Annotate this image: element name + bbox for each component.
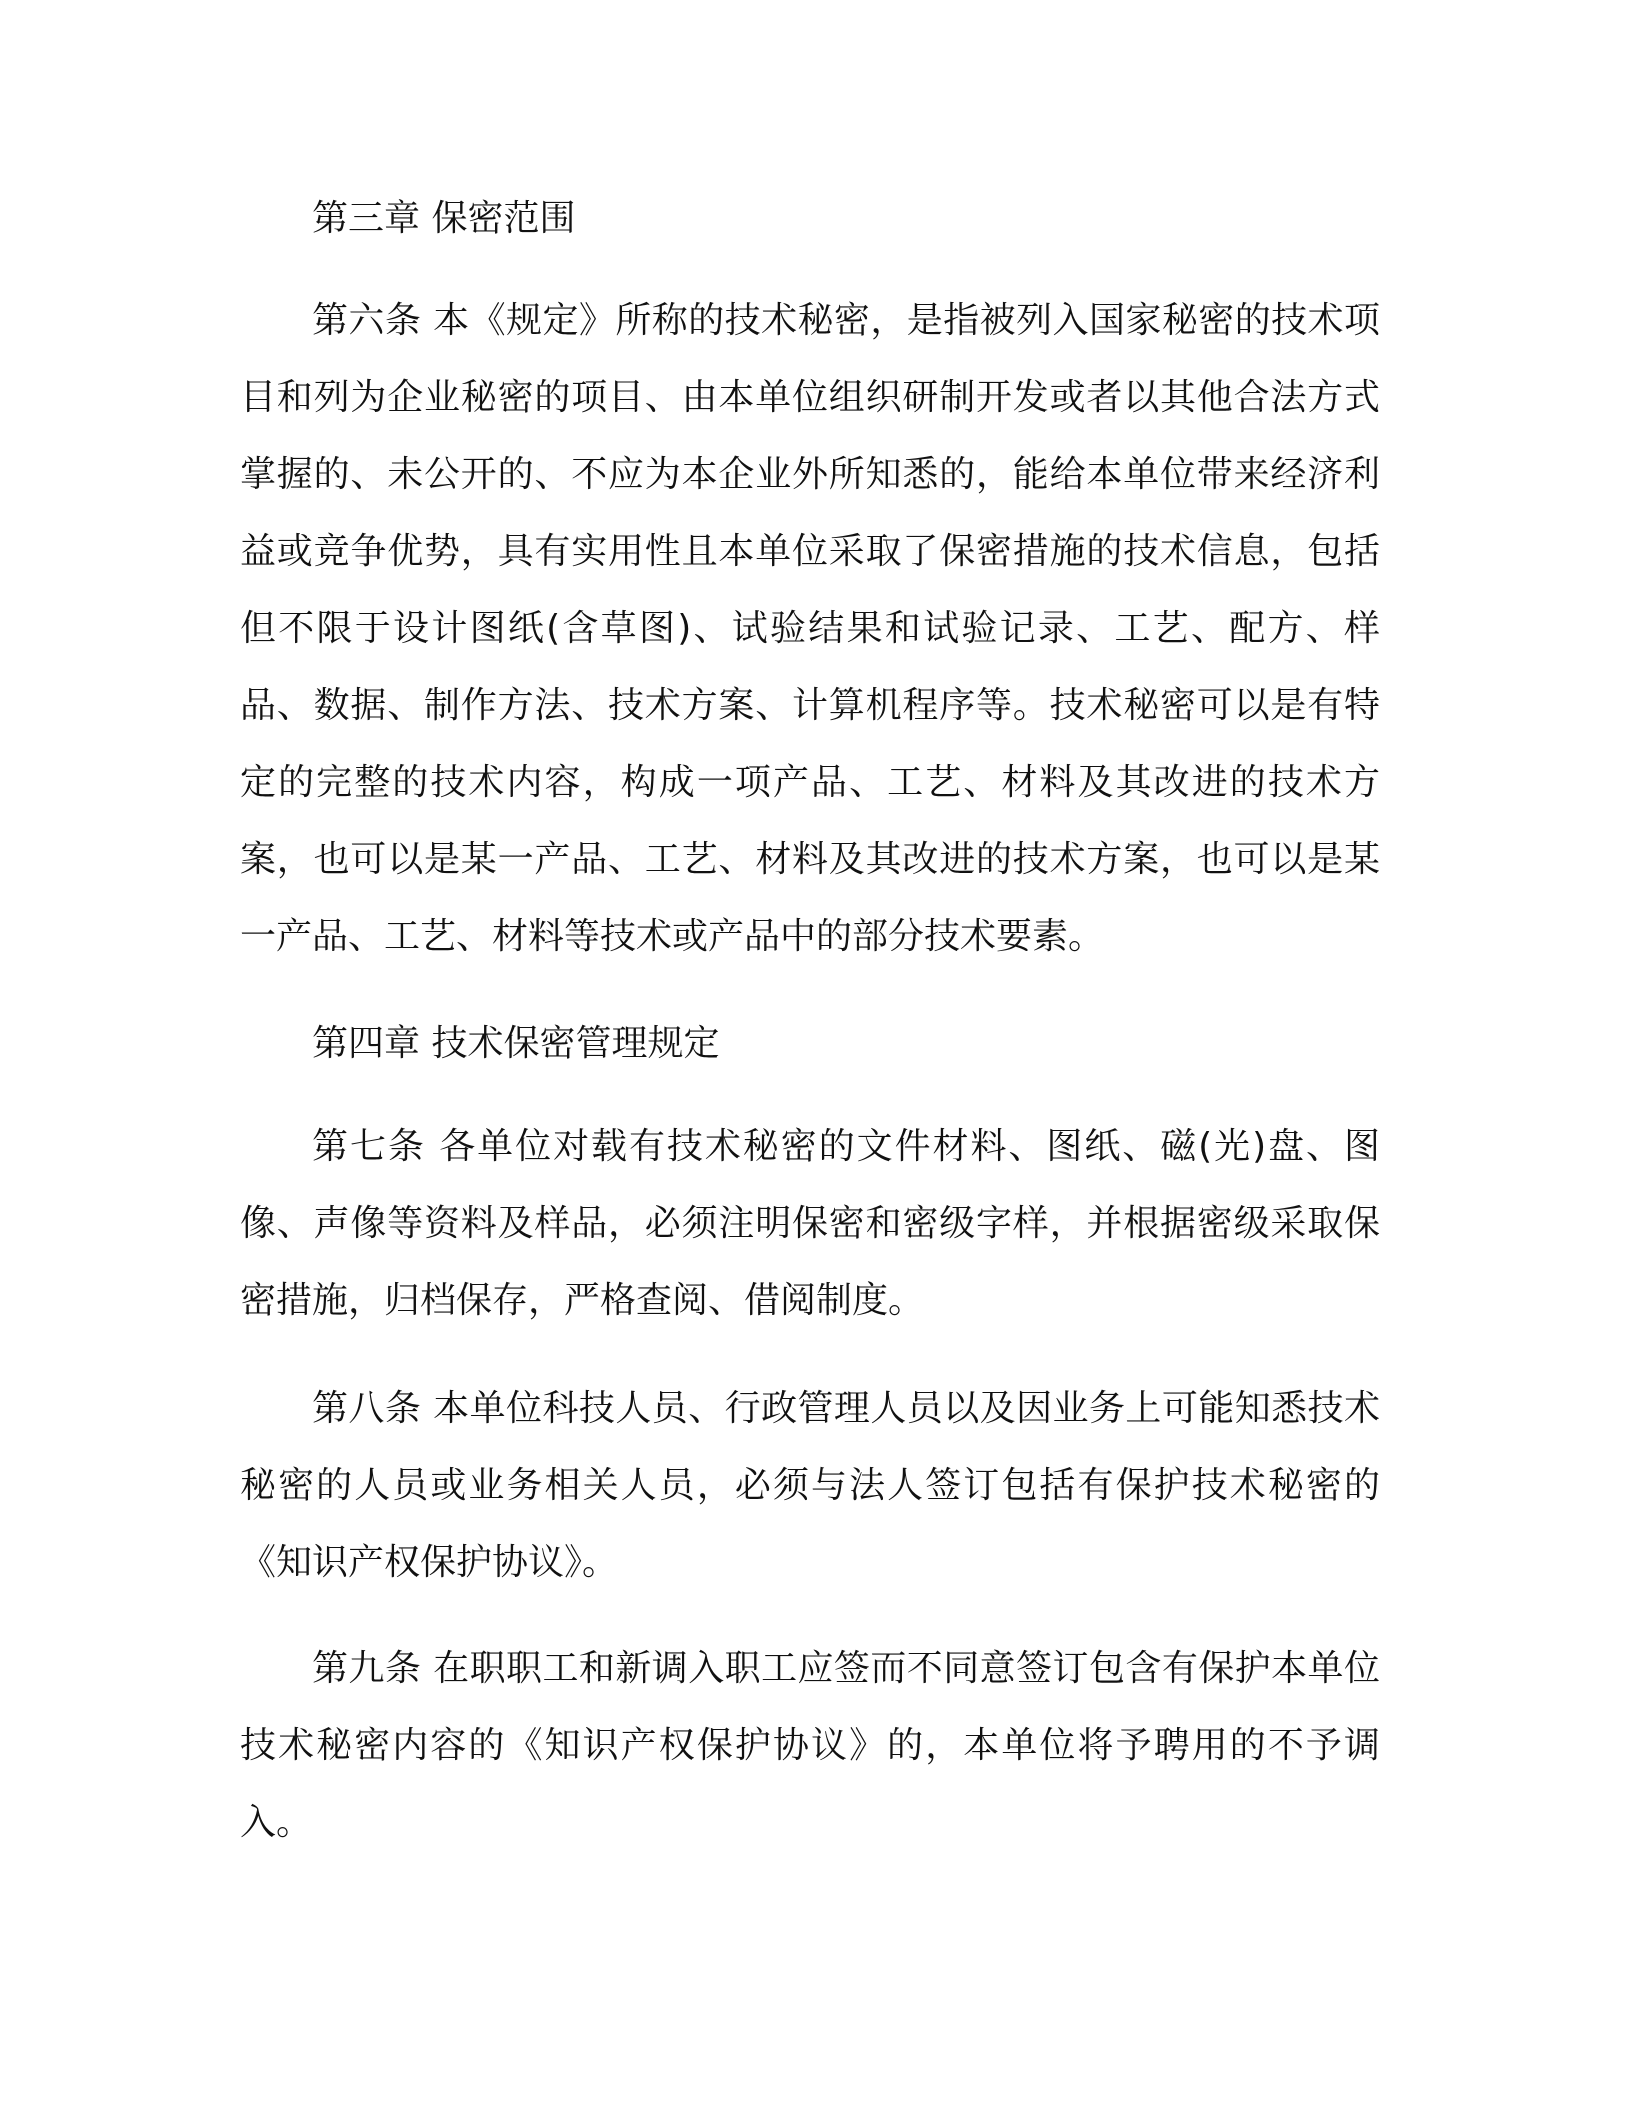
article-6-paragraph: 第六条 本《规定》所称的技术秘密，是指被列入国家秘密的技术项目和列为企业秘密的项目、由本单位组织研制开发或者以其他合法方式掌握的、未公开的、不应为本企业外所知悉的，能给本单位带来经济利益或竞争优势，具有实用性且本单位采取了保密措施的技术信息，包括但不限于设计图纸(含草图)、试验结果和试验记录、工艺、配方、样品、数据、制作方法、技术方案、计算机程序等。技术秘密可以是有特定的完整的技术内容，构成一项产品、工艺、材料及其改进的技术方案，也可以是某一产品、工艺、材料及其改进的技术方案，也可以是某一产品、工艺、材料等技术或产品中的部分技术要素。	[240, 300, 1380, 957]
article-7-paragraph: 第七条 各单位对载有技术秘密的文件材料、图纸、磁(光)盘、图像、声像等资料及样品，必须注明保密和密级字样，并根据密级采取保密措施，归档保存，严格查阅、借阅制度。	[240, 1126, 1380, 1321]
chapter-3-heading: 第三章 保密范围	[312, 198, 576, 239]
article-8-paragraph: 第八条 本单位科技人员、行政管理人员以及因业务上可能知悉技术秘密的人员或业务相关人员，必须与法人签订包括有保护技术秘密的《知识产权保护协议》。	[240, 1388, 1380, 1583]
chapter-4-heading: 第四章 技术保密管理规定	[312, 1023, 720, 1064]
article-9-paragraph: 第九条 在职职工和新调入职工应签而不同意签订包含有保护本单位技术秘密内容的《知识产权保护协议》的，本单位将予聘用的不予调入。	[240, 1648, 1380, 1843]
